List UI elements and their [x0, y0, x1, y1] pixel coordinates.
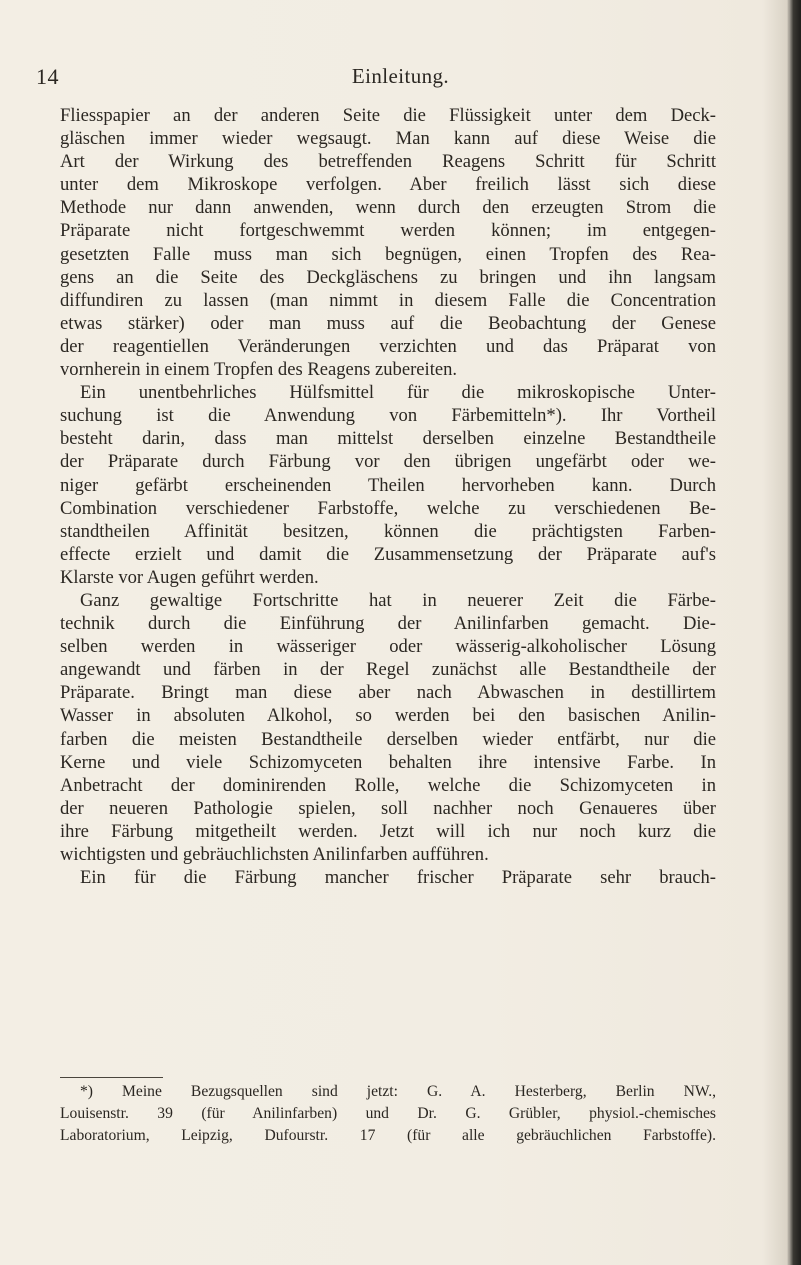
text-line: farben die meisten Bestandtheile derselben wieder entfärbt, nur die	[60, 728, 716, 750]
text-line: vornherein in einem Tropfen des Reagens zubereiten.	[60, 359, 458, 381]
footnote-line: *) Meine Bezugsquellen sind jetzt: G. A. Hesterberg, Berlin NW.,	[80, 1083, 716, 1100]
text-line: angewandt und färben in der Regel zunächst alle Bestandtheile der	[60, 659, 716, 681]
text-line: Wasser in absoluten Alkohol, so werden bei den basischen Anilin-	[60, 705, 716, 727]
text-line: Kerne und viele Schizomyceten behalten ihre intensive Farbe. In	[60, 751, 716, 773]
text-line: ihre Färbung mitgetheilt werden. Jetzt will ich nur noch kurz die	[60, 820, 716, 842]
text-line: suchung ist die Anwendung von Färbemitteln*). Ihr Vortheil	[60, 405, 716, 427]
text-line: Ganz gewaltige Fortschritte hat in neuerer Zeit die Färbe-	[80, 589, 716, 611]
text-line: der neueren Pathologie spielen, soll nachher noch Genaueres über	[60, 797, 716, 819]
text-line: Ein unentbehrliches Hülfsmittel für die mikroskopische Unter-	[80, 382, 716, 404]
page-gutter-shadow	[763, 0, 789, 1265]
text-line: Fliesspapier an der anderen Seite die Flüssigkeit unter dem Deck-	[60, 105, 716, 126]
footnote	[60, 1081, 716, 1148]
text-line: selben werden in wässeriger oder wässerig-alkoholischer Lösung	[60, 636, 716, 658]
text-line: wichtigsten und gebräuchlichsten Anilinfarben aufführen.	[60, 844, 489, 865]
text-line: effecte erzielt und damit die Zusammensetzung der Präparate auf's	[60, 543, 716, 565]
text-line: etwas stärker) oder man muss auf die Beobachtung der Genese	[60, 312, 716, 334]
page-number: 14	[36, 64, 59, 89]
body-text	[60, 104, 716, 889]
footnote-line: Louisenstr. 39 (für Anilinfarben) und Dr. G. Grübler, physiol.-chemisches	[60, 1105, 716, 1123]
text-line: Ein für die Färbung mancher frischer Präparate sehr brauch-	[80, 867, 716, 889]
text-line: besteht darin, dass man mittelst derselben einzelne Bestandtheile	[60, 428, 716, 450]
footnote-line: Laboratorium, Leipzig, Dufourstr. 17 (für alle gebräuchlichen Farbstoffe).	[60, 1127, 716, 1145]
text-line: gesetzten Falle muss man sich begnügen, einen Tropfen des Rea-	[60, 243, 716, 265]
text-line: technik durch die Einführung der Anilinfarben gemacht. Die-	[60, 613, 716, 635]
text-line: Art der Wirkung des betreffenden Reagens Schritt für Schritt	[60, 151, 716, 173]
text-line: unter dem Mikroskope verfolgen. Aber freilich lässt sich diese	[60, 174, 716, 196]
text-line: der Präparate durch Färbung vor den übrigen ungefärbt oder we-	[60, 451, 716, 473]
text-line: Methode nur dann anwenden, wenn durch den erzeugten Strom die	[60, 197, 716, 219]
text-line: Klarste vor Augen geführt werden.	[60, 566, 319, 588]
book-binding-edge	[787, 0, 801, 1265]
running-head: Einleitung.	[351, 64, 450, 88]
text-line: niger gefärbt erscheinenden Theilen hervorheben kann. Durch	[60, 474, 716, 496]
text-line: gläschen immer wieder wegsaugt. Man kann auf diese Weise die	[60, 128, 716, 150]
text-line: der reagentiellen Veränderungen verzichten und das Präparat von	[60, 335, 716, 357]
text-line: Präparate nicht fortgeschwemmt werden können; im entgegen-	[60, 220, 716, 242]
text-line: Anbetracht der dominirenden Rolle, welche die Schizomyceten in	[60, 774, 716, 796]
text-line: Combination verschiedener Farbstoffe, welche zu verschiedenen Be-	[60, 497, 716, 519]
text-line: diffundiren zu lassen (man nimmt in diesem Falle die Concentration	[60, 289, 716, 311]
text-line: Präparate. Bringt man diese aber nach Abwaschen in destillirtem	[60, 682, 716, 704]
text-line: gens an die Seite des Deckgläschens zu bringen und ihn langsam	[60, 266, 716, 288]
footnote-divider	[60, 1077, 163, 1078]
text-line: standtheilen Affinität besitzen, können die prächtigsten Farben-	[60, 520, 716, 542]
